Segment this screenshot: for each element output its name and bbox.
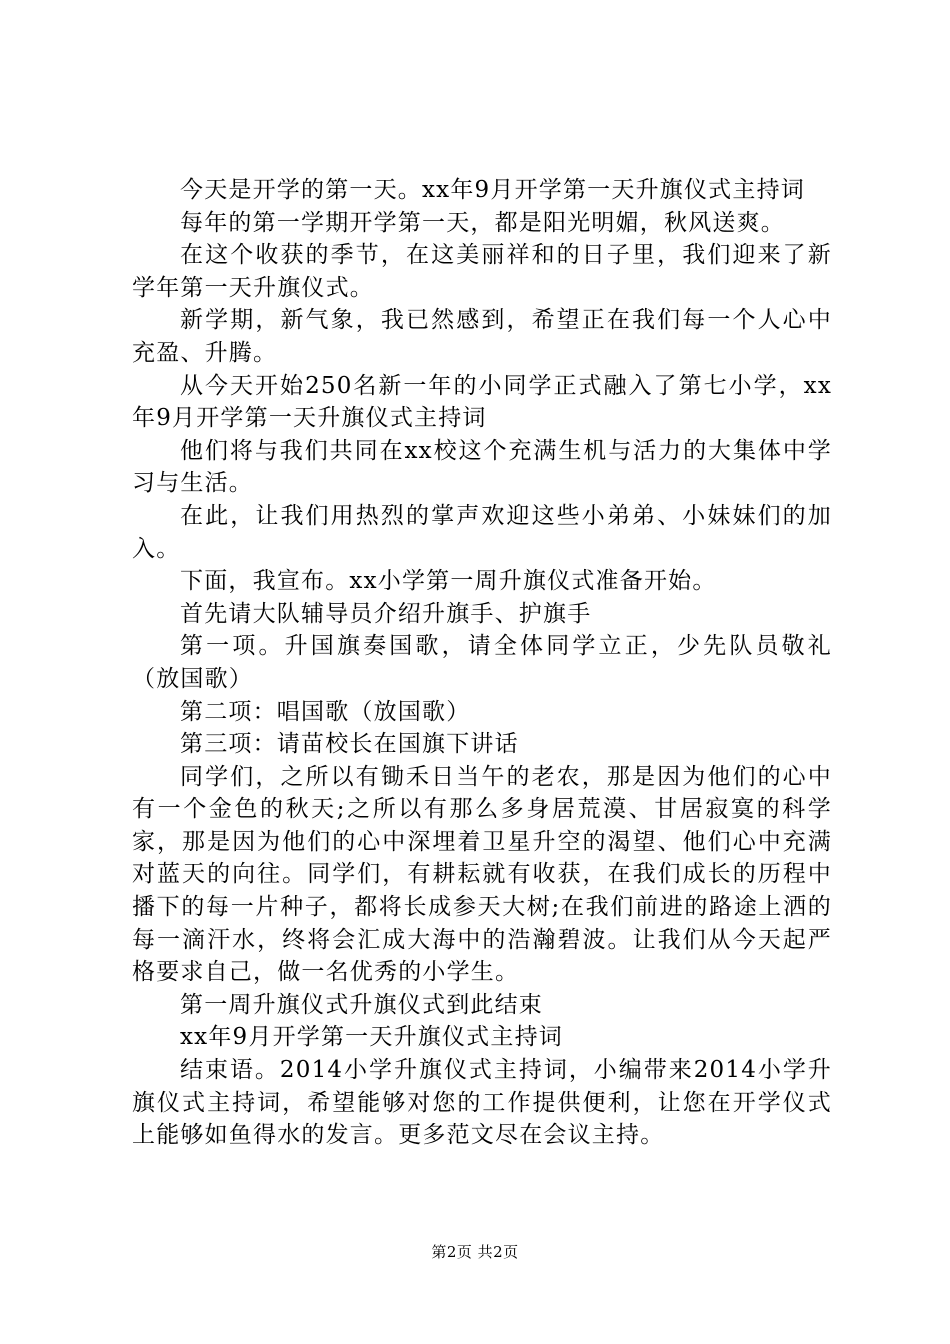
page-footer: 第2页 共2页 xyxy=(431,1243,519,1261)
paragraph-announcement: 下面，我宣布。xx小学第一周升旗仪式准备开始。 xyxy=(180,568,717,595)
paragraph-item-three: 第三项：请苗校长在国旗下讲话 xyxy=(180,731,519,758)
paragraph-closing: 结束语。2014小学升旗仪式主持词，小编带来2014小学升旗仪式主持词，希望能够对您的工作提供便利，让您在开学仪式上能够如鱼得水的发言。更多范文尽在会议主持。 xyxy=(132,1057,832,1149)
paragraph-item-two: 第二项：唱国歌（放国歌） xyxy=(180,698,471,725)
paragraph-study-together: 他们将与我们共同在xx校这个充满生机与活力的大集体中学习与生活。 xyxy=(132,437,832,497)
paragraph-weather: 每年的第一学期开学第一天，都是阳光明媚，秋风送爽。 xyxy=(180,209,785,236)
paragraph-introduction: 首先请大队辅导员介绍升旗手、护旗手 xyxy=(180,600,592,627)
paragraph-new-students: 从今天开始250名新一年的小同学正式融入了第七小学，xx年9月开学第一天升旗仪式主持词 xyxy=(132,372,832,432)
paragraph-opening: 今天是开学的第一天。xx年9月开学第一天升旗仪式主持词 xyxy=(180,177,805,203)
document-body xyxy=(132,174,832,1152)
paragraph-ceremony-end: 第一周升旗仪式升旗仪式到此结束 xyxy=(180,991,543,1018)
paragraph-new-term: 新学期，新气象，我已然感到，希望正在我们每一个人心中充盈、升腾。 xyxy=(132,307,832,366)
paragraph-speech: 同学们，之所以有锄禾日当午的老农，那是因为他们的心中有一个金色的秋天;之所以有那么多身居荒漠、甘居寂寞的科学家，那是因为他们的心中深埋着卫星升空的渴望、他们心中充满对蓝天的向往。同学们，有耕耘就有收获，在我们成长的历程中播下的每一片种子，都将长成参天大树;在我们前进的路途上洒的每一滴汗水，终将会汇成大海中的浩瀚碧波。让我们从今天起严格要求自己，做一名优秀的小学生。 xyxy=(132,763,832,986)
paragraph-item-one: 第一项。升国旗奏国歌，请全体同学立正，少先队员敬礼（放国歌） xyxy=(132,633,832,692)
paragraph-title-repeat: xx年9月开学第一天升旗仪式主持词 xyxy=(180,1024,563,1051)
paragraph-welcome: 在此，让我们用热烈的掌声欢迎这些小弟弟、小妹妹们的加入。 xyxy=(132,502,832,562)
paragraph-season: 在这个收获的季节，在这美丽祥和的日子里，我们迎来了新学年第一天升旗仪式。 xyxy=(132,242,832,301)
